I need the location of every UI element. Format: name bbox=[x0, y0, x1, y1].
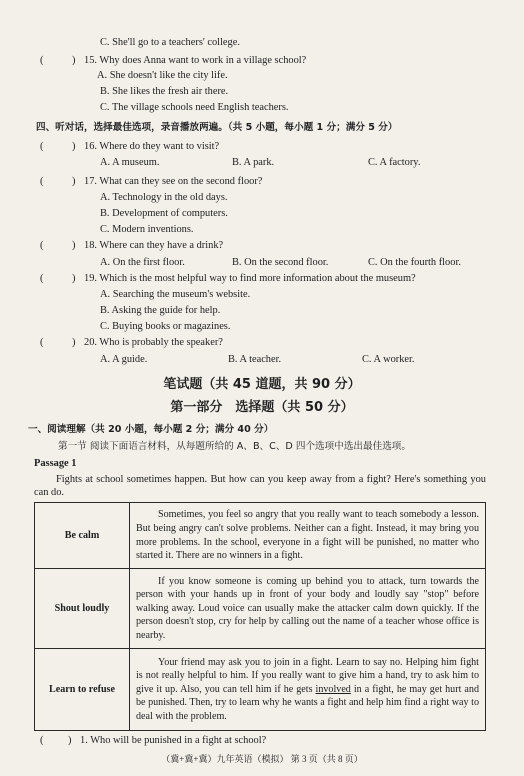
q18-option-c: C. On the fourth floor. bbox=[368, 257, 461, 268]
q16-option-b: B. A park. bbox=[232, 157, 275, 168]
q15-option-b: B. She likes the fresh air there. bbox=[100, 86, 229, 97]
q17-option-a: A. Technology in the old days. bbox=[100, 192, 228, 203]
q1-question: 1. Who will be punished in a fight at school? bbox=[80, 735, 267, 746]
answer-paren-open: ( bbox=[40, 273, 44, 284]
answer-paren-open: ( bbox=[40, 176, 44, 187]
q16-option-a: A. A museum. bbox=[100, 157, 160, 168]
row-text-before: Your friend may ask you to join in a fight. Learn to say no. Helping him fight is not really helpful to him. If you really want to give him a hand, try to ask him to give it up. Also, you can tell him if he gets bbox=[136, 656, 479, 695]
page-footer: （冀+冀+冀）九年英语（模拟） 第 3 页（共 8 页） bbox=[161, 754, 363, 764]
q18-option-b: B. On the second floor. bbox=[232, 257, 329, 268]
section-1-instructions: 第一节 阅读下面语言材料，从每题所给的 A、B、C、D 四个选项中选出最佳选项。 bbox=[58, 441, 411, 452]
q17-option-c: C. Modern inventions. bbox=[100, 224, 194, 235]
row-text: If you know someone is coming up behind you to attack, turn towards the person with your hands up in front of your body and loudly say "stop" before walking away. Loud voice can usually make the attacker calm down quickly. If the person doesn't stop, cry for help by calling out the name of a teacher whose office is nearby. bbox=[130, 569, 486, 649]
answer-paren-open: ( bbox=[40, 55, 44, 66]
answer-paren-close: ) bbox=[68, 735, 72, 746]
row-label: Learn to refuse bbox=[35, 649, 130, 731]
answer-paren-open: ( bbox=[40, 735, 44, 746]
row-text: Sometimes, you feel so angry that you really want to teach somebody a lesson. But being angry can't solve problems. Neither can a fight. Instead, it may bring you more problems. In the school, everyone in a fight will be punished, no matter who started it. There are no winners in a fight. bbox=[130, 503, 486, 569]
written-test-title: 笔试题（共 45 道题，共 90 分） bbox=[163, 377, 361, 392]
row-label: Be calm bbox=[35, 503, 130, 569]
table-row bbox=[35, 503, 486, 569]
answer-paren-open: ( bbox=[40, 337, 44, 348]
q20-option-c: C. A worker. bbox=[362, 354, 415, 365]
table-row bbox=[35, 649, 486, 731]
answer-paren-close: ) bbox=[72, 337, 76, 348]
section-4-heading: 四、听对话，选择最佳选项，录音播放两遍。（共 5 小题，每小题 1 分；满分 5 分） bbox=[36, 122, 398, 133]
underlined-word: involved bbox=[315, 683, 351, 695]
table-row bbox=[35, 569, 486, 649]
q15-option-c: C. The village schools need English teachers. bbox=[100, 102, 289, 113]
answer-paren-open: ( bbox=[40, 240, 44, 251]
q17-question: 17. What can they see on the second floor? bbox=[84, 176, 263, 187]
q15-option-a: A. She doesn't like the city life. bbox=[97, 70, 228, 81]
q14-option-c: C. She'll go to a teachers' college. bbox=[100, 37, 240, 48]
row-text-after: in a fight, he may get hurt and be punished. Then, try to learn why he wants a fight and help him find a right way to deal with the problem. bbox=[136, 683, 479, 722]
reading-heading: 一、阅读理解（共 20 小题，每小题 2 分；满分 40 分） bbox=[28, 424, 274, 435]
passage-label: Passage 1 bbox=[34, 458, 77, 469]
answer-paren-close: ) bbox=[72, 273, 76, 284]
q16-question: 16. Where do they want to visit? bbox=[84, 141, 220, 152]
q17-option-b: B. Development of computers. bbox=[100, 208, 228, 219]
q18-option-a: A. On the first floor. bbox=[100, 257, 185, 268]
q20-question: 20. Who is probably the speaker? bbox=[84, 337, 223, 348]
passage-intro: Fights at school sometimes happen. But how can you keep away from a fight? Here's something you can do. bbox=[34, 474, 486, 499]
q19-option-b: B. Asking the guide for help. bbox=[100, 305, 221, 316]
row-label: Shout loudly bbox=[35, 569, 130, 649]
tips-table bbox=[34, 502, 486, 731]
q18-question: 18. Where can they have a drink? bbox=[84, 240, 224, 251]
part-one-title: 第一部分 选择题（共 50 分） bbox=[170, 400, 354, 415]
answer-paren-close: ) bbox=[72, 141, 76, 152]
answer-paren-close: ) bbox=[72, 240, 76, 251]
answer-paren-close: ) bbox=[72, 176, 76, 187]
q20-option-b: B. A teacher. bbox=[228, 354, 282, 365]
q16-option-c: C. A factory. bbox=[368, 157, 421, 168]
answer-paren-open: ( bbox=[40, 141, 44, 152]
row-text bbox=[130, 649, 486, 731]
q19-question: 19. Which is the most helpful way to find more information about the museum? bbox=[84, 273, 416, 284]
q19-option-c: C. Buying books or magazines. bbox=[100, 321, 231, 332]
q15-question: 15. Why does Anna want to work in a village school? bbox=[84, 55, 307, 66]
answer-paren-close: ) bbox=[72, 55, 76, 66]
q20-option-a: A. A guide. bbox=[100, 354, 148, 365]
q19-option-a: A. Searching the museum's website. bbox=[100, 289, 251, 300]
